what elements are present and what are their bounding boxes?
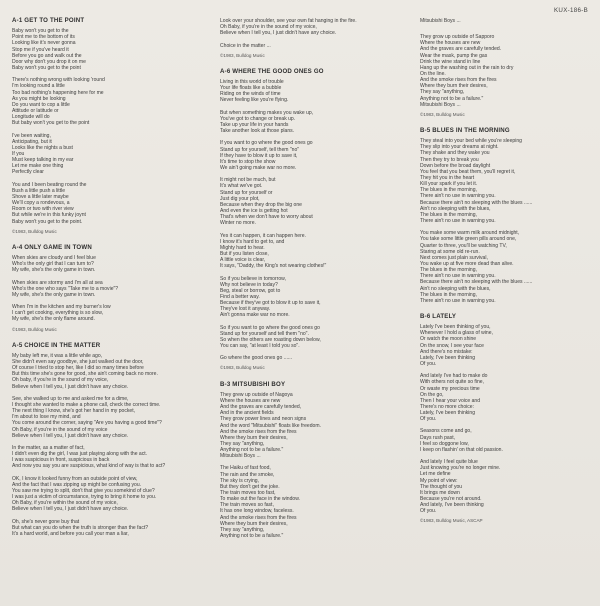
lyric-lines (420, 324, 595, 514)
lyric-line: Baby won't you get to the point. (12, 218, 83, 225)
lyric-line: Oh Baby, if you're in the sound of my voice (12, 426, 108, 433)
lyric-line: Believe when I tell you, I just didn't have any choice. (220, 30, 337, 37)
lyric-lines (220, 79, 416, 361)
lyric-line: I'm looking round a little (12, 83, 65, 90)
lyric-line: Next comes just plain survival, (420, 254, 488, 261)
lyric-line: Of course I tried to stop her, like I did so many times before (12, 365, 144, 372)
song-section (420, 314, 595, 525)
lyric-line: Where they burn their desires, (420, 83, 488, 90)
lyric-line: Kill your spark if you let it. (420, 181, 478, 188)
lyric-line: Beg, steal or borrow, got to (220, 287, 281, 294)
lyric-line: But when something makes you wake up, (220, 109, 314, 116)
lyric-line: Ain't no sleeping with the blues, (420, 205, 491, 212)
lyric-line: Must keep talking in my ear (12, 157, 74, 164)
lyric-line: You make some warm milk around midnight, (420, 230, 520, 237)
lyric-line: And there's no mistake: (420, 348, 473, 355)
lyric-line: Anything not to be a failure." (220, 447, 284, 454)
lyric-line: Hang up the washing out in the rain to dry (420, 64, 514, 71)
lyric-line: Shove a little later maybe (12, 193, 69, 200)
lyric-line: Before you go and walk out the (12, 52, 82, 59)
lyric-line: My point of view: (420, 477, 458, 484)
lyric-line: Lately I've been thinking of you, (420, 324, 491, 331)
lyric-line: Mitsubishi Boys ... (420, 101, 461, 108)
lyric-line: Looking like it's never gonna (12, 40, 76, 47)
lyric-line: Room or two with river view (12, 206, 74, 213)
lyric-line: Looks like the nights a bust (12, 144, 73, 151)
lyric-line: On the snow, I see your face (420, 342, 484, 349)
lyric-line: And the graves are carefully tended. (420, 46, 502, 53)
lyric-line: There ain't no use in warning you. (420, 193, 496, 200)
lyric-line: You feel that you beat them, you'll regret it, (420, 168, 516, 175)
lyric-line: Ain't no sleeping with the blues, (420, 285, 491, 292)
lyric-line: In the matter, as a matter of fact, (12, 444, 85, 451)
lyric-line: With others not quite so fine, (420, 379, 484, 386)
lyric-line: They slip into your dreams at night. (420, 144, 499, 151)
lyric-line: I've been waiting, (12, 132, 51, 139)
lyric-line: It brings me down (420, 489, 460, 496)
lyric-line: Go where the good ones go ...... (220, 355, 293, 362)
lyric-line: They say "anything, (220, 526, 265, 533)
lyric-lines (220, 18, 416, 49)
lyric-line: To make out the face in the window. (220, 496, 300, 503)
song-title: A-1 GET TO THE POINT (12, 17, 85, 24)
lyric-line: It's time to stop the show (220, 158, 276, 165)
lyric-line: But this time she's gone for good, she ain't coming back no more. (12, 371, 158, 378)
lyric-line: Stand up for yourself, tell them "no" (220, 146, 300, 153)
lyric-line: Oh, she's never gone buy that (12, 518, 80, 525)
lyric-line: Too bad nothing's happening here for me (12, 89, 104, 96)
lyric-line: And the smoke rises from the fires (420, 77, 497, 84)
lyric-line: Seasons come and go, (420, 428, 472, 435)
lyric-line: I thought she wanted to make a phone call, check the correct time. (12, 401, 161, 408)
lyric-line: OK, I know it looked funny from an outside point of view, (12, 475, 138, 482)
lyric-line: Then I hear your voice and (420, 397, 481, 404)
copyright-notice: ©1983, Bulldog Music (220, 365, 265, 371)
lyric-line: The rain and the smoke, (220, 471, 275, 478)
copyright-notice: ©1983, Bulldog Music (12, 326, 57, 332)
song-section (220, 69, 416, 372)
lyric-lines (12, 255, 212, 323)
lyric-line: And the smoke rises from the fires (220, 514, 297, 521)
lyric-line: You wake up at five more dead than alive. (420, 260, 514, 267)
lyric-line: Let me make one thing (12, 163, 64, 170)
lyric-line: And lately, I've been thinking (420, 502, 484, 509)
lyric-line: The train moves so fast, (220, 502, 274, 509)
lyric-line: Take another look at those plans. (220, 128, 295, 135)
lyric-line: Baby won't you get to the (12, 28, 69, 35)
lyric-line: A little voice is clear, (220, 257, 266, 264)
lyric-line: It says, "Daddy, the King's not wearing clothes!" (220, 263, 327, 270)
song-section (12, 245, 212, 333)
lyric-line: I keep on flashin' on that old passion. (420, 446, 503, 453)
lyric-line: There ain't no use in warning you. (420, 273, 496, 280)
lyric-line: Mitsubishi Boys ... (220, 453, 261, 460)
column-2 (220, 18, 416, 539)
lyric-line: Mighty hard to hear. (220, 244, 265, 251)
lyric-line: And the fact that I was zipping up might be confusing you. (12, 481, 142, 488)
lyric-line: Anything not to be a failure." (420, 95, 484, 102)
lyric-line: And the word "Mitsubishi" floats like freedom. (220, 422, 321, 429)
lyric-line: Because there ain't no sleeping with the blues ...... (420, 279, 533, 286)
lyric-line: If you (12, 150, 25, 157)
lyric-line: You saw me trying to split, don't that give you somekind of clue? (12, 487, 155, 494)
lyric-line: There ain't no use in warning you. (420, 297, 496, 304)
song-section (420, 34, 595, 118)
lyric-line: Because you're not around. (420, 496, 482, 503)
lyric-line: She didn't even say goodbye, she just walked out the door, (12, 358, 144, 365)
lyric-line: Let me define (420, 471, 451, 478)
copyright-notice: ©1983, Bulldog Music (420, 111, 465, 117)
lyric-line: We ain't going make war no more. (220, 164, 297, 171)
lyric-line: Choice in the matter ... (220, 42, 271, 49)
lyric-line: You come around the corner, saying "Are you having a good time"? (12, 420, 162, 427)
lyric-line: Believe when I tell you, I just didn't have any choice. (12, 383, 129, 390)
lyric-line: Oh Baby, if you're within the sound of my voice, (12, 500, 118, 507)
song-title: A-6 WHERE THE GOOD ONES GO (220, 67, 324, 75)
lyric-line: The blues in the morning, (420, 187, 477, 194)
lyric-line: It might not be much, but (220, 177, 276, 184)
lyric-line: Because when they drop the big one (220, 201, 302, 208)
catalog-number: KUX-186-B (554, 7, 588, 14)
lyric-line: Anything not to be a failure." (220, 533, 284, 540)
lyric-line: The sky is crying, (220, 477, 259, 484)
song-title: B-3 MITSUBISHI BOY (220, 380, 286, 388)
lyric-lines (420, 34, 595, 108)
lyric-line: My wife, she's the only game in town. (12, 291, 96, 298)
lyric-line: So if you believe in tomorrow, (220, 275, 286, 282)
lyric-line: Where they burn their desires, (220, 520, 288, 527)
lyric-line: There's nothing wrong with looking 'round (12, 77, 105, 84)
lyric-line: You and I been beating round the (12, 181, 87, 188)
lyric-line: Your life floats like a bubble (220, 85, 282, 92)
lyric-line: Lately, I've been thinking (420, 354, 476, 361)
lyric-line: Ain't gonna make war no more. (220, 312, 290, 319)
lyric-line: Of you. (420, 416, 437, 423)
song-section (420, 128, 595, 304)
lyric-line: So when the others are roasting down below, (220, 336, 321, 343)
lyric-line: When skies are stormy and I'm all at sea (12, 279, 103, 286)
lyric-line: I was just a victim of circumstance, trying to bring it home to you. (12, 494, 157, 501)
lyric-line: Because if they've got to blow it up to save it, (220, 300, 321, 307)
lyric-line: It's a hard world, and before you call your man a liar, (12, 530, 129, 537)
lyric-line: You can say, "at least I told you so". (220, 343, 300, 350)
lyric-line: The blues in the morning, (420, 267, 477, 274)
lyric-line: Lately, I've been thinking (420, 410, 476, 417)
lyric-line: The blues in the morning, (420, 211, 477, 218)
lyric-line: That's when we don't have to worry about (220, 214, 313, 221)
lyric-line: Then they try to break you (420, 156, 479, 163)
section-gap (420, 24, 595, 34)
lyric-line: My wife, she's the only flame around. (12, 316, 95, 323)
lyric-line: But while we're in this funky joynt (12, 212, 86, 219)
lyric-line: Why not believe in today? (220, 281, 278, 288)
lyric-line: The blues in the morning, (420, 291, 477, 298)
song-section (220, 18, 416, 59)
column-3 (420, 18, 595, 525)
lyric-line: Mitsubishi Boys ... (420, 18, 461, 24)
lyric-line: Stand up for yourself and tell them "no". (220, 330, 309, 337)
lyric-line: And now you say you are suspicious, what kind of way is that to act? (12, 463, 166, 470)
lyric-line: So if you want to go where the good ones go (220, 324, 320, 331)
lyric-line: Down before the broad daylight (420, 162, 491, 169)
lyric-line: On the go, (420, 391, 444, 398)
lyric-line: Never feeling like you're flying. (220, 97, 289, 104)
lyric-line: I didn't even dig the girl, I was just playing along with the act. (12, 451, 148, 458)
song-section (12, 18, 212, 235)
lyric-line: And lately I've had to make do (420, 373, 488, 380)
lyric-line: Look over your shoulder, see your own fat hanging in the fire. (220, 18, 357, 24)
lyric-line: Days rush past, (420, 434, 456, 441)
lyric-line: As you might be looking (12, 95, 66, 102)
lyric-line: On the line. (420, 70, 446, 77)
lyric-lines (12, 353, 212, 537)
lyric-line: You take some little green pills around one, (420, 236, 517, 243)
lyric-lines (12, 28, 212, 225)
song-title: B-6 LATELY (420, 312, 457, 320)
lyric-line: They hit you in the heart (420, 174, 475, 181)
copyright-notice: ©1983, Bulldog Music, ASCAP (420, 518, 483, 524)
song-title: A-4 ONLY GAME IN TOWN (12, 243, 92, 251)
lyric-line: But they don't get the joke. (220, 483, 280, 490)
lyric-line: You've got to change or break up. (220, 115, 296, 122)
song-section (220, 382, 416, 540)
lyric-line: When I'm in the kitchen and my burner's low (12, 304, 111, 311)
lyric-line: Oh Baby, if you're in the sound of my voice, (220, 24, 317, 31)
lyric-line: My baby left me, it was a little while ago, (12, 352, 103, 359)
lyric-line: The train moves too fast, (220, 490, 276, 497)
lyric-line: But what can you do when the truth is stronger than the fact? (12, 524, 149, 531)
lyric-line: Or waste my precious time (420, 385, 480, 392)
copyright-notice: ©1983, Bulldog Music (220, 52, 265, 58)
lyric-line: Point me to the bottom of its (12, 34, 75, 41)
song-section (12, 343, 212, 537)
lyric-line: Riding on the winds of time (220, 91, 281, 98)
lyric-line: There ain't no use in warning you. (420, 217, 496, 224)
lyric-line: I'm about to lose my mind, and (12, 414, 81, 421)
lyric-line: Because there ain't no sleeping with the blues ...... (420, 199, 533, 206)
lyric-line: Believe when I tell you, I just didn't have any choice. (12, 506, 129, 513)
lyric-line: Yes it can happen, it can happen here. (220, 232, 306, 239)
song-title: B-5 BLUES IN THE MORNING (420, 126, 510, 134)
lyric-line: Of you. (420, 508, 437, 515)
lyric-line: The thought of you (420, 483, 463, 490)
lyric-line: And lately I feel quite blue (420, 459, 478, 466)
lyric-line: My wife, she's the only game in town. (12, 267, 96, 274)
lyric-line: Where they burn their desires, (220, 434, 288, 441)
lyric-line: Stand up for yourself or (220, 189, 273, 196)
lyric-line: It's what we've got. (220, 183, 263, 190)
lyric-lines (420, 138, 595, 304)
lyric-line: The next thing I know, she's got her hand in my pocket, (12, 408, 136, 415)
lyric-line: Where the houses are new (420, 40, 481, 47)
lyric-line: And in the ancient fields (220, 410, 274, 417)
lyric-line: We'll copy a rondevous, a (12, 200, 70, 207)
lyric-line: Anticipating, but it (12, 138, 52, 145)
lyric-line: I was suspicious in front, suspicious in back (12, 457, 110, 464)
lyric-line: They shake and they wake you (420, 150, 490, 157)
lyric-line: Wear the mask, pump the gas (420, 52, 488, 59)
column-1 (12, 18, 212, 537)
lyric-line: And the smoke rises from the fires (220, 428, 297, 435)
lyric-line: Perfectly clear (12, 169, 44, 176)
lyric-line: Just dig your plot, (220, 195, 260, 202)
lyric-line: They grow power lines and neon signs (220, 416, 307, 423)
lyric-line: Find a better way. (220, 293, 260, 300)
lyric-line: They've lost it anyway. (220, 306, 271, 313)
lyric-line: They say "anything, (220, 440, 265, 447)
lyric-line: The Haiku of fast food, (220, 465, 271, 472)
lyric-line: I know it's hard to get to, and (220, 238, 285, 245)
lyric-line: Winter no more. (220, 220, 256, 227)
lyric-line: If they have to blow it up to save it, (220, 152, 298, 159)
lyric-line: Who's the one who says "Take me to a movie"? (12, 285, 119, 292)
lyric-line: Baby won't you get to the point (12, 65, 81, 71)
lyric-line: Do you want to cop a little (12, 101, 70, 108)
lyric-line: Of you. (420, 360, 437, 367)
lyric-line: Take up your life in your hands (220, 122, 289, 128)
lyric-line: Oh baby, if you're in the sound of my voice, (12, 377, 109, 384)
lyric-line: Staring at some old re-run. (420, 248, 480, 255)
song-title: A-5 CHOICE IN THE MATTER (12, 341, 101, 349)
lyric-line: Door why don't you drop it on me (12, 58, 86, 65)
lyric-lines (220, 392, 416, 539)
lyric-line: Or watch the moon shine (420, 336, 477, 343)
lyric-line: Bush a little push a little (12, 187, 66, 194)
lyric-line: Attitude or latitude or (12, 107, 59, 114)
lyric-line: Longitude will do (12, 114, 50, 121)
lyric-line: Living in this world of trouble (220, 79, 284, 86)
copyright-notice: ©1983, Bulldog Music (12, 228, 57, 234)
lyric-line: I can't get cooking, everything is so slow, (12, 310, 104, 317)
lyric-line: Stop me if you've heard it (12, 46, 69, 53)
lyric-line: They grow up outside of Sapporo (420, 34, 495, 41)
lyric-line: But if you listen close, (220, 250, 269, 257)
lyric-line: Believe when I tell you, I just didn't have any choice. (12, 432, 129, 439)
lyric-line: I feel so doggone low, (420, 440, 469, 447)
lyric-line: Where the houses are new (220, 397, 281, 404)
lyric-line: But baby won't you get to the point (12, 120, 90, 127)
lyric-line: Quarter to three, you'll be watching TV, (420, 242, 507, 249)
lyric-line: They say "anything, (420, 89, 465, 96)
lyric-line: If you want to go where the good ones go (220, 140, 313, 147)
lyric-line: And the graves are carefully tended, (220, 404, 302, 411)
lyric-line: When skies are cloudy and I feel blue (12, 254, 96, 261)
lyric-line: They grew up outside of Nagoya (220, 391, 293, 398)
lyric-line: Drink the wine stand in line (420, 58, 481, 65)
lyric-line: Just knowing you're no longer mine. (420, 465, 501, 472)
lyric-line: It has one long window, faceless. (220, 508, 294, 515)
lyric-line: Whenever I hold a glass of wine, (420, 330, 493, 337)
lyric-line: Who's the only girl that I can turn to? (12, 261, 94, 268)
lyric-line: They steal into your bed while you're sleeping (420, 138, 522, 145)
lyric-line: And even the ice is getting hot (220, 207, 288, 214)
lyric-line: See, she walked up to me and asked me for a dime, (12, 395, 129, 402)
lyric-line: There's no more choice: (420, 403, 474, 410)
